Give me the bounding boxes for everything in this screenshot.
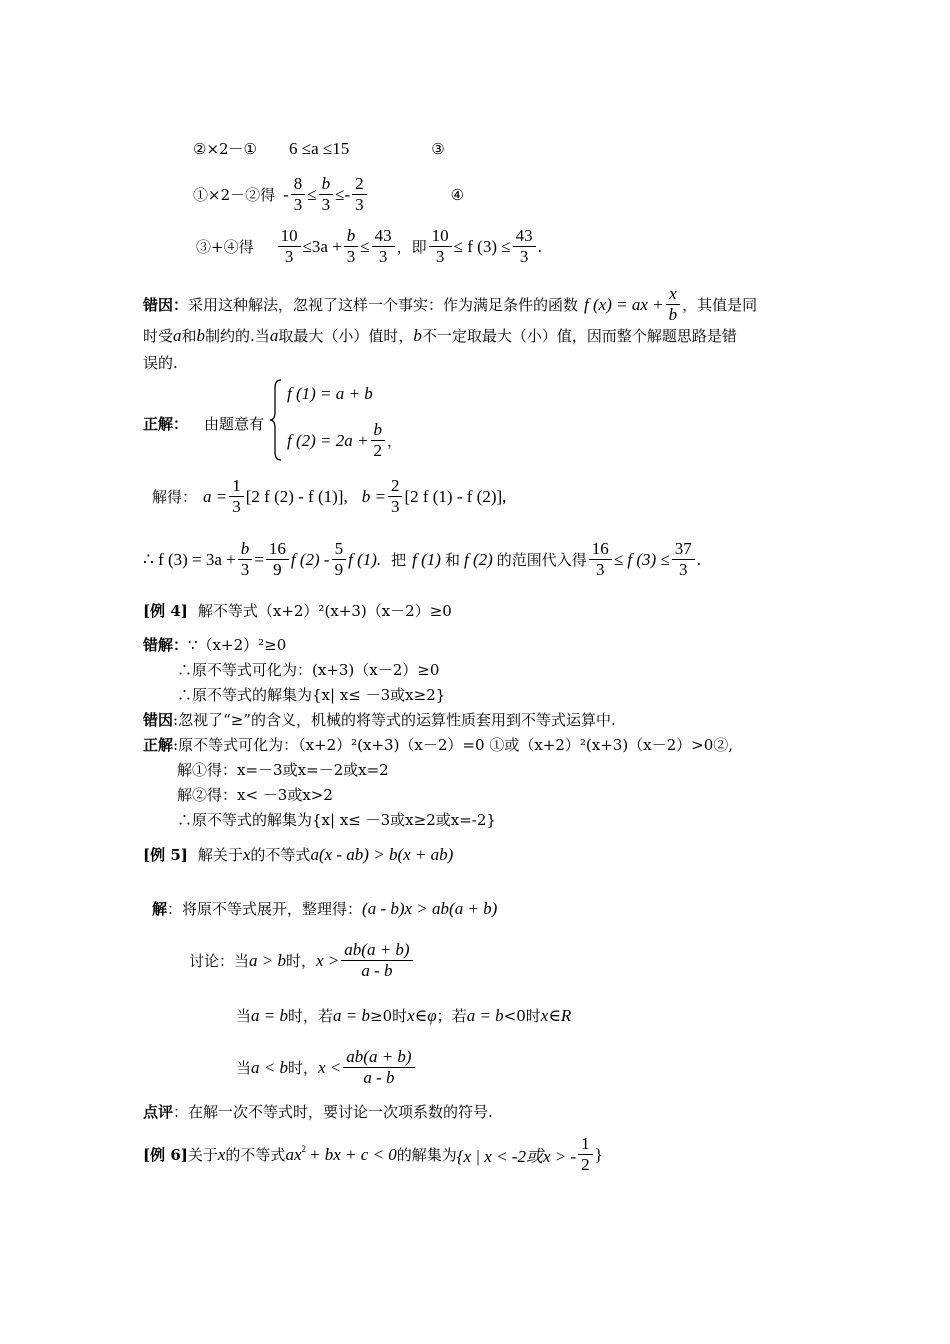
right-step-2: 解①得：x=－3或x=－2或x=2 <box>177 761 389 779</box>
fraction-abab-2: $\frac{ab(a + b)}{a - b}$ <box>343 1047 414 1088</box>
f3-range: ≤ f (3) ≤ <box>613 549 670 569</box>
example5-solution-text: ：将原不等式展开，整理得： <box>167 900 363 918</box>
right-step-1: :原不等式可化为：（x+2）²(x+3)（x－2）=0 ①或（x+2）²(x+3)（x－2）>0②, <box>173 736 734 754</box>
ineq-rest: + bx + c < 0 <box>308 1144 397 1164</box>
wrong-solution-line <box>143 634 286 655</box>
discuss-text-2a: 当 <box>236 1007 252 1025</box>
fraction-x-b: $\frac{x}{b}$ <box>666 284 681 325</box>
var-a: a <box>173 325 182 345</box>
fraction-43-3b: $\frac{43}{3}$ <box>513 226 536 267</box>
error-heading-2: 错因 <box>143 711 174 729</box>
discuss-text-3: 当 <box>236 1059 252 1077</box>
right-step-4: ∴原不等式的解集为{x| x≤ －3或x≥2或x=-2} <box>177 811 496 829</box>
wrong-step-3: ∴原不等式的解集为{x| x≤ －3或x≥2} <box>177 686 446 704</box>
discuss-math-2c: x∈φ <box>407 1005 437 1025</box>
fraction-2-3b: $\frac{2}{3}$ <box>388 476 403 517</box>
example6-text-3: 的解集为 <box>396 1146 457 1164</box>
square-exponent: 2 <box>301 1143 306 1154</box>
fraction-16-3: $\frac{16}{3}$ <box>589 539 612 580</box>
step3-label: ③+④得 <box>196 238 254 256</box>
right-step-2-line <box>177 759 389 780</box>
therefore-line <box>143 539 701 580</box>
solution-heading-line <box>143 413 264 434</box>
error-text-3: 时受 <box>143 327 174 345</box>
right-solution-heading: 正解 <box>143 736 174 754</box>
function-def: f (x) = ax + <box>584 294 664 314</box>
error-text-7: 误的. <box>143 354 178 372</box>
a-expr: [2 f (2) - f (1)], <box>245 486 348 506</box>
example4-title: [例 4] <box>143 602 188 620</box>
system-eq-2 <box>287 420 402 461</box>
fraction-16-9: $\frac{16}{9}$ <box>266 539 289 580</box>
discuss-math-2a: a = b <box>251 1005 288 1025</box>
error-text-5: 取最大（小）值时， <box>278 327 414 345</box>
example6-text-2: 的不等式 <box>225 1146 286 1164</box>
step-line-3 <box>196 226 542 267</box>
discuss-line-3 <box>236 1047 417 1088</box>
error-text-ex4: :忽视了“≥”的含义，机械的将等式的运算性质套用到不等式运算中. <box>173 711 616 729</box>
fraction-10-3b: $\frac{10}{3}$ <box>429 226 452 267</box>
fraction-b-3c: $\frac{b}{3}$ <box>238 539 253 580</box>
example6-text-1: 关于 <box>187 1146 218 1164</box>
fraction-b-3: $\frac{b}{3}$ <box>319 174 334 215</box>
set-close: } <box>594 1144 603 1164</box>
step3-mid: ≤3a + <box>302 236 342 256</box>
a-equals: a = <box>203 486 228 506</box>
eq-f1: f (1) = a + b <box>287 384 373 403</box>
le-sign: ≤ <box>307 184 317 204</box>
le-sign-2: ≤ <box>360 236 370 256</box>
solved-label: 解得： <box>152 488 198 506</box>
wrong-step-2: ∴原不等式可化为：(x+3)（x－2）≥0 <box>177 661 440 679</box>
error-text-1: 采用这种解法，忽视了这样一个事实：作为满足条件的函数 <box>188 296 579 314</box>
step1-tag: ③ <box>431 139 445 158</box>
right-step-3-line <box>177 784 333 805</box>
example4-title-line <box>143 600 452 621</box>
step-line-1 <box>193 138 445 159</box>
period: . <box>537 236 542 256</box>
discuss-text-2e: <0时 <box>503 1007 541 1025</box>
error-line-ex4 <box>143 709 616 730</box>
wrong-step-3-line <box>177 684 445 705</box>
substitute-text: 把 <box>391 551 407 569</box>
fraction-43-3: $\frac{43}{3}$ <box>372 226 395 267</box>
error-text-2: ，其值是同 <box>682 296 758 314</box>
step3-mid2: ≤ f (3) ≤ <box>453 236 511 256</box>
discuss-math-3: a < b <box>251 1057 288 1077</box>
range-text: 的范围代入得 <box>496 551 587 569</box>
left-brace-icon <box>269 378 283 462</box>
discuss-line-1 <box>189 940 415 981</box>
ineq-ax: ax <box>285 1144 302 1164</box>
discuss-x-lt: x < <box>318 1057 342 1077</box>
fraction-8-3: $\frac{8}{3}$ <box>291 174 306 215</box>
step2-tag: ④ <box>450 185 465 204</box>
discuss-text-1: 讨论：当 <box>189 952 250 970</box>
eq-f2: f (2) = 2a + <box>287 430 369 450</box>
brace <box>269 378 283 462</box>
b-expr: [2 f (1) - f (2)], <box>404 486 507 506</box>
error-line-3 <box>143 352 178 373</box>
discuss-math-2b: a = b <box>333 1005 370 1025</box>
equals: = <box>254 549 264 569</box>
example4-problem: 解不等式（x+2）²(x+3)（x－2）≥0 <box>197 602 452 620</box>
solution-set: {x | x < -2或x > - <box>456 1147 577 1166</box>
var-b-2: b <box>413 325 422 345</box>
step1-math: 6 ≤a ≤15 <box>289 138 350 158</box>
period-2: . <box>696 549 701 569</box>
fraction-b-2: $\frac{b}{2}$ <box>371 420 386 461</box>
var-b: b <box>196 325 206 345</box>
b-equals: b = <box>361 486 386 506</box>
example5-title: [例 5] <box>143 846 188 864</box>
right-step-4-line <box>177 809 496 830</box>
example6-title: [例 6] <box>143 1146 188 1164</box>
discuss-math-1: a > b <box>249 950 286 970</box>
example6-line <box>143 1134 603 1175</box>
discuss-x-gt: x > <box>316 950 340 970</box>
fraction-1-2: $\frac{1}{2}$ <box>578 1134 593 1175</box>
fraction-2-3: $\frac{2}{3}$ <box>352 174 367 215</box>
comment-line <box>143 1101 493 1122</box>
example5-text-2: 的不等式 <box>250 846 311 864</box>
discuss-line-2 <box>236 1005 571 1026</box>
step2-label: ①×2－②得 <box>193 186 276 204</box>
discuss-text-2c: ≥0时 <box>370 1007 408 1025</box>
example5-inequality: a(x - ab) > b(x + ab) <box>310 844 454 864</box>
discuss-math-2e: x∈R <box>540 1005 572 1025</box>
fraction-10-3: $\frac{10}{3}$ <box>278 226 301 267</box>
error-line-2 <box>143 325 737 346</box>
right-solution-line <box>143 734 733 755</box>
minus-sign: - <box>283 184 289 204</box>
discuss-text-2d: ；若 <box>436 1007 467 1025</box>
example5-text-1: 解关于 <box>197 846 243 864</box>
example5-solution-math: (a - b)x > ab(a + b) <box>362 898 498 918</box>
and-text: 和 <box>181 327 197 345</box>
comment-text: ：在解一次不等式时，要讨论一次项系数的符号. <box>173 1103 493 1121</box>
f2-minus: f (2) - <box>290 549 330 569</box>
fraction-b-3b: $\frac{b}{3}$ <box>344 226 359 267</box>
error-heading: 错因： <box>143 296 189 314</box>
wrong-step-2-line <box>177 659 439 680</box>
system-eq-1 <box>287 384 373 404</box>
right-step-3: 解②得：x< －3或x>2 <box>177 786 333 804</box>
ji-text: 即 <box>411 238 427 256</box>
wrong-step-1: ∵（x+2）²≥0 <box>188 636 287 654</box>
solution-heading: 正解： <box>143 415 189 433</box>
example5-solution-line <box>152 898 497 919</box>
var-x-2: x <box>217 1144 226 1164</box>
error-text-6: 不一定取最大（小）值，因而整个解题思路是错 <box>421 327 737 345</box>
discuss-text-1b: 时， <box>286 952 317 970</box>
step1-label: ②×2－① <box>193 140 258 158</box>
error-text-4: 制约的.当 <box>205 327 270 345</box>
solved-line <box>152 476 506 517</box>
discuss-text-2b: 时，若 <box>288 1007 334 1025</box>
var-x: x <box>242 844 251 864</box>
example5-title-line <box>143 844 453 865</box>
f1-dot: f (1). <box>348 549 382 569</box>
comment-heading: 点评 <box>143 1103 174 1121</box>
comma: ， <box>396 238 412 256</box>
solution-text: 由题意有 <box>204 415 265 433</box>
error-line-1 <box>143 284 757 325</box>
fraction-5-9: $\frac{5}{9}$ <box>332 539 347 580</box>
fraction-37-3: $\frac{37}{3}$ <box>672 539 695 580</box>
example5-solution-heading: 解 <box>152 900 168 918</box>
step-line-2 <box>193 174 464 215</box>
le-minus-sign: ≤- <box>335 184 351 204</box>
therefore-expr: ∴ f (3) = 3a + <box>143 549 236 569</box>
f2: f (2) <box>463 549 493 569</box>
fraction-1-3: $\frac{1}{3}$ <box>229 476 244 517</box>
comma-2: ， <box>387 432 403 450</box>
discuss-math-2d: a = b <box>466 1005 504 1025</box>
var-a-2: a <box>269 325 279 345</box>
f1: f (1) <box>412 549 441 569</box>
wrong-solution-heading: 错解： <box>143 636 189 654</box>
fraction-abab: $\frac{ab(a + b)}{a - b}$ <box>341 940 412 981</box>
discuss-text-3b: 时， <box>288 1059 319 1077</box>
and-text-2: 和 <box>444 551 460 569</box>
